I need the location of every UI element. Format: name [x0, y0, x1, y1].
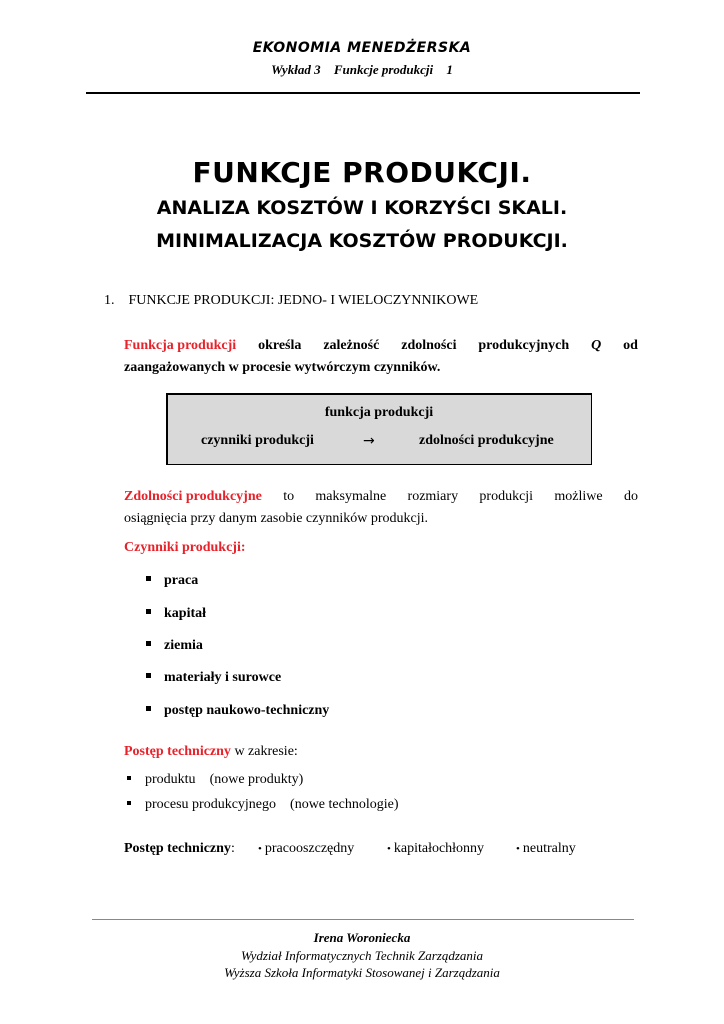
header-divider	[86, 92, 640, 94]
footer-author: Irena Woroniecka	[313, 930, 411, 945]
page-number: 1	[446, 62, 453, 77]
list-item: materiały i surowce	[146, 670, 281, 686]
def2-word: maksymalne	[315, 489, 387, 504]
list-item: produktu (nowe produkty)	[127, 772, 303, 788]
progress-type-option: • pracooszczędny	[258, 841, 355, 856]
term-production-function: Funkcja produkcji	[124, 338, 237, 353]
def2-word: do	[623, 489, 638, 504]
term-technical-progress: Postęp techniczny	[124, 744, 231, 759]
progress-types-label: Postęp techniczny	[124, 841, 231, 856]
list-item: postęp naukowo-techniczny	[146, 703, 329, 719]
course-title: EKONOMIA MENEDŻERSKA	[252, 40, 472, 56]
def1-word: produkcyjnych	[478, 338, 570, 353]
right-arrow-icon: →	[363, 433, 375, 449]
progress-scope	[124, 744, 298, 760]
production-function-box	[166, 393, 592, 465]
list-item: kapitał	[146, 606, 206, 622]
def2-word: możliwe	[554, 489, 603, 504]
footer-school: Wyższa Szkoła Informatyki Stosowanej i Zarządzania	[224, 965, 500, 980]
progress-scope-text: w zakresie:	[230, 744, 298, 759]
lecture-number: Wykład 3	[271, 62, 321, 77]
definition-production-capacity	[124, 486, 638, 530]
square-bullet-icon	[146, 576, 151, 581]
def1-word: zdolności	[401, 338, 457, 353]
square-bullet-icon	[146, 609, 151, 614]
lecture-topic: Funkcje produkcji	[333, 62, 434, 77]
subtitle-2: MINIMALIZACJA KOSZTÓW PRODUKCJI.	[156, 230, 568, 252]
def2-word: produkcji	[479, 489, 534, 504]
def1-word: od	[623, 338, 638, 353]
definition-production-function	[124, 335, 638, 379]
square-bullet-icon	[146, 706, 151, 711]
square-bullet-icon	[127, 776, 131, 780]
def1-word: zależność	[323, 338, 380, 353]
footer-divider	[92, 919, 634, 920]
square-bullet-icon	[146, 673, 151, 678]
term-production-capacity: Zdolności produkcyjne	[124, 489, 262, 504]
progress-type-option: • kapitałochłonny	[387, 841, 485, 856]
def2-line2: osiągnięcia przy danym zasobie czynników produkcji.	[124, 511, 429, 526]
symbol-q: Q	[591, 338, 602, 353]
subtitle-1: ANALIZA KOSZTÓW I KORZYŚCI SKALI.	[156, 197, 568, 219]
lecture-info	[0, 62, 724, 78]
box-title: funkcja produkcji	[324, 405, 434, 420]
box-output: zdolności produkcyjne	[419, 433, 554, 448]
list-item: praca	[146, 573, 198, 589]
box-inputs: czynniki produkcji	[201, 433, 314, 448]
progress-type-option: • neutralny	[516, 841, 576, 856]
list-item: ziemia	[146, 638, 203, 654]
section-heading	[104, 293, 478, 309]
def1-word: określa	[258, 338, 302, 353]
footer-faculty: Wydział Informatycznych Technik Zarządzania	[240, 948, 484, 963]
def1-line2: zaangażowanych w procesie wytwórczym czynników.	[124, 360, 441, 375]
bullet-icon: •	[387, 843, 391, 855]
def2-word: to	[283, 489, 295, 504]
list-item: procesu produkcyjnego (nowe technologie)	[127, 797, 399, 813]
square-bullet-icon	[127, 801, 131, 805]
section-title: FUNKCJE PRODUKCJI: JEDNO- I WIELOCZYNNIKOWE	[128, 293, 479, 308]
progress-types: Postęp techniczny: • pracooszczędny • kapitałochłonny • neutralny	[124, 841, 576, 856]
bullet-icon: •	[258, 843, 262, 855]
section-number: 1.	[104, 293, 115, 308]
def2-word: rozmiary	[407, 489, 459, 504]
factors-heading: Czynniki produkcji:	[124, 540, 246, 555]
bullet-icon: •	[516, 843, 520, 855]
main-title: FUNKCJE PRODUKCJI.	[192, 156, 532, 189]
square-bullet-icon	[146, 641, 151, 646]
